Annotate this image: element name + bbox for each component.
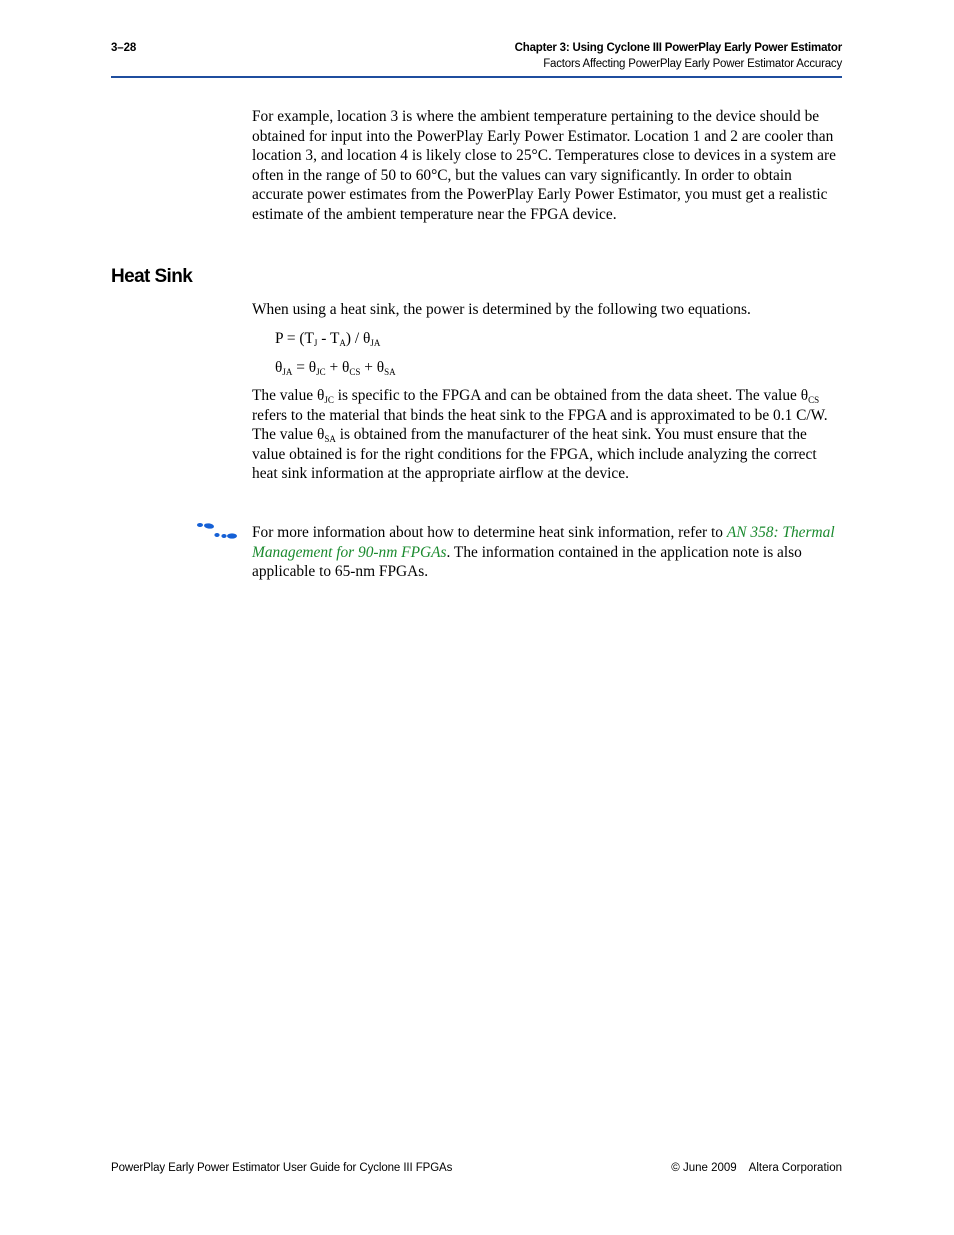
note-paragraph: For more information about how to determine heat sink information, refer to AN 358: Thermal Management for 90-nm FPGAs. The information contained in the application note is also applicable to 65-nm FPGAs. xyxy=(252,524,835,580)
intro-paragraph: For example, location 3 is where the ambient temperature pertaining to the device should be obtained for input into the PowerPlay Early Power Estimator. Location 1 and 2 are cooler than location 3, and location 4 is likely close to 25°C. Temperatures close to devices in a system are often in the range of 50 to 60°C, but the values can vary significantly. In order to obtain accurate power estimates from the PowerPlay Early Power Estimator, you must get a realistic estimate of the ambient temperature near the FPGA device. xyxy=(252,108,836,223)
chapter-title: Chapter 3: Using Cyclone III PowerPlay Early Power Estimator xyxy=(514,42,842,54)
section-title: Factors Affecting PowerPlay Early Power Estimator Accuracy xyxy=(543,58,842,70)
equation-power: $P = (T_J - T_A) / \theta_{JA}$ xyxy=(275,330,381,348)
footer-copyright xyxy=(671,1162,842,1174)
footer-date: © June 2009 xyxy=(671,1162,737,1174)
footer-document-title: PowerPlay Early Power Estimator User Guide for Cyclone III FPGAs xyxy=(111,1162,453,1174)
page-number: 3–28 xyxy=(111,42,137,54)
section-heading-heat-sink: Heat Sink xyxy=(111,266,193,287)
footprints-note-icon xyxy=(196,522,238,542)
an358-link[interactable]: AN 358: Thermal Management for 90-nm FPGAs xyxy=(252,524,835,561)
theta-explanation-paragraph: The value $\theta_{JC}$ is specific to the FPGA and can be obtained from the data sheet. The value $\theta_{CS}$ refers to the material that binds the heat sink to the FPGA and is approximated to be 0.1 C/W. The value $\theta_{SA}$ is obtained from the manufacturer of the heat sink. You must ensure that the value obtained is for the right conditions for the FPGA, which include analyzing the correct heat sink information at the appropriate airflow at the device. xyxy=(252,387,828,482)
header-rule xyxy=(111,76,842,78)
heat-sink-lead: When using a heat sink, the power is determined by the following two equations. xyxy=(252,301,751,318)
footer-company: Altera Corporation xyxy=(748,1162,842,1174)
equation-theta: $\theta_{JA} = \theta_{JC} + \theta_{CS} + \theta_{SA}$ xyxy=(275,359,396,377)
